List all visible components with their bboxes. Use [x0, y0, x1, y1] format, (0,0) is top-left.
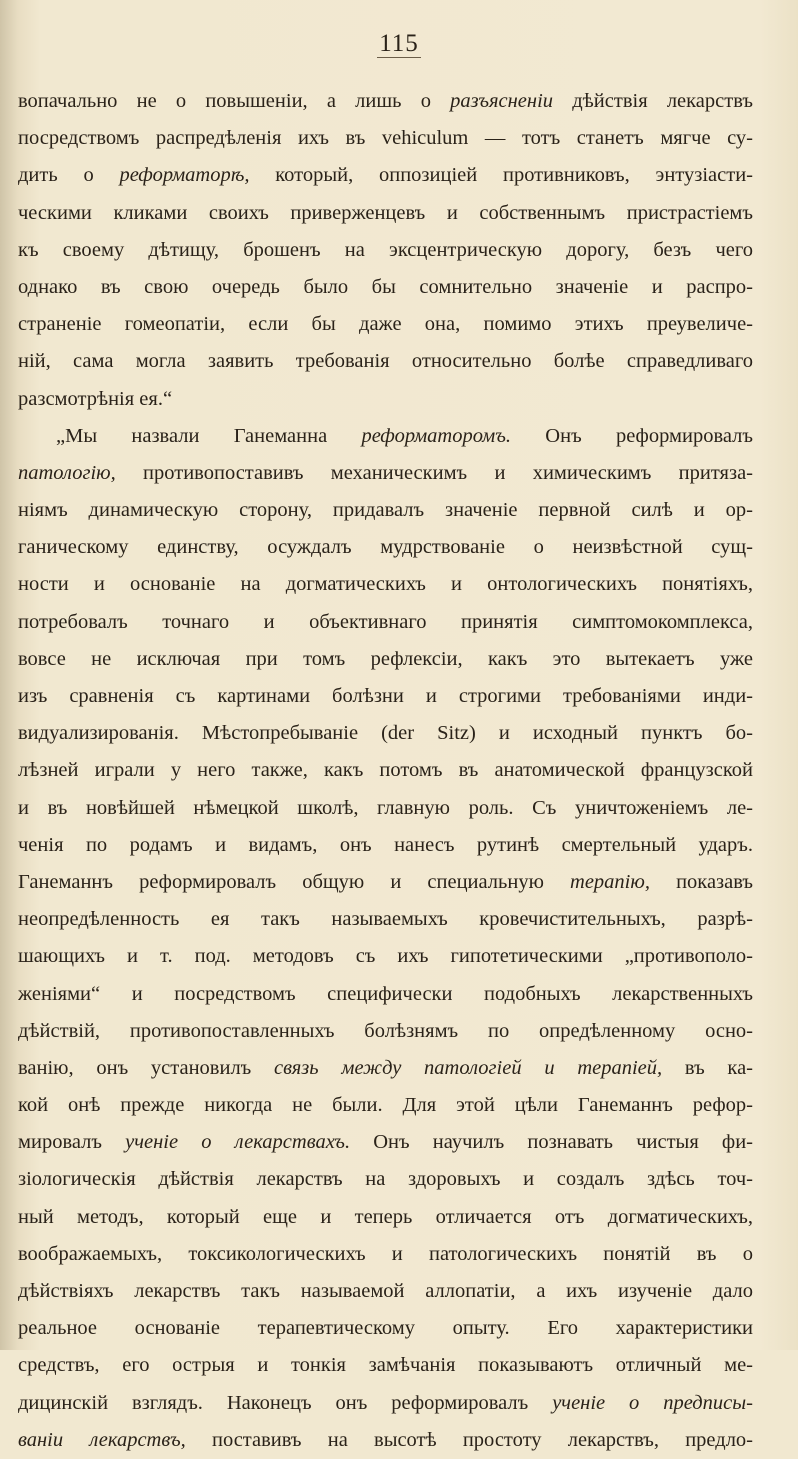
text-line: [18, 1087, 753, 1124]
text-segment: вопачально не о повышеніи, а лишь о: [18, 90, 451, 112]
text-line: [18, 157, 753, 194]
text-segment: изъ сравненія съ картинами болѣзни и строгими требованіями инди-: [18, 685, 753, 707]
text-line: [18, 381, 753, 418]
text-line: [18, 641, 753, 678]
text-segment: зіологическія дѣйствія лекарствъ на здоровыхъ и создалъ здѣсь точ-: [18, 1168, 753, 1191]
text-line: [18, 343, 753, 380]
text-line: [18, 752, 753, 789]
body-text: [18, 83, 753, 1459]
text-segment: поставивъ на высотѣ простоту лекарствъ, предло-: [185, 1428, 753, 1451]
text-line: [18, 195, 753, 232]
italic-phrase: разъясненіи: [450, 90, 554, 112]
text-line: [18, 566, 753, 603]
text-line: [18, 1013, 753, 1050]
text-segment: ный методъ, который еще и теперь отличается отъ догматическихъ,: [18, 1205, 753, 1228]
text-line: [18, 455, 753, 492]
text-line: [18, 715, 753, 752]
text-line: [18, 938, 753, 975]
italic-phrase: ваніи лекарствъ,: [18, 1428, 186, 1451]
text-segment: ченія по родамъ и видамъ, онъ нанесъ рутинѣ смертельный ударъ.: [18, 833, 753, 856]
text-segment: ній, сама могла заявить требованія относительно болѣе справедливаго: [18, 350, 753, 373]
text-segment: разсмотрѣнія ея.“: [18, 387, 173, 410]
text-segment: въ ка-: [662, 1056, 753, 1079]
text-line: [18, 790, 753, 827]
italic-phrase: ученіе о лекарствахъ.: [125, 1131, 351, 1154]
text-segment: лѣзней играли у него также, какъ потомъ въ анатомической французской: [18, 759, 753, 782]
text-segment: женіями“ и посредствомъ специфически подобныхъ лекарственныхъ: [18, 982, 753, 1005]
text-segment: потребовалъ точнаго и объективнаго принятія симптомокомплекса,: [18, 610, 753, 633]
text-line: [18, 976, 753, 1013]
text-line: [18, 1236, 753, 1273]
text-segment: показавъ: [649, 870, 753, 893]
text-line: [18, 827, 753, 864]
text-line: [18, 1199, 753, 1236]
text-line: [18, 306, 753, 343]
text-segment: мировалъ: [18, 1131, 126, 1154]
text-segment: къ своему дѣтищу, брошенъ на эксцентрическую дорогу, безъ чего: [18, 238, 753, 261]
text-segment: ванію, онъ установилъ: [18, 1056, 275, 1079]
text-line: [18, 232, 753, 269]
text-segment: ности и основаніе на догматическихъ и онтологическихъ понятіяхъ,: [18, 573, 753, 596]
text-line: [18, 418, 753, 455]
text-segment: Онъ реформировалъ: [511, 424, 753, 447]
text-line: [18, 604, 753, 641]
text-segment: шающихъ и т. под. методовъ съ ихъ гипотетическими „противополо-: [18, 945, 753, 968]
italic-phrase: терапію,: [570, 870, 650, 893]
text-segment: „Мы назвали Ганеманна: [56, 424, 362, 447]
text-segment: кой онѣ прежде никогда не были. Для этой цѣли Ганеманнъ рефор-: [18, 1094, 753, 1117]
text-line: [18, 1050, 753, 1087]
text-segment: дѣйствій, противопоставленныхъ болѣзнямъ по опредѣленному осно-: [18, 1019, 753, 1042]
text-segment: и въ новѣйшей нѣмецкой школѣ, главную роль. Съ уничтоженіемъ ле-: [18, 796, 753, 819]
text-segment: дѣйствіяхъ лекарствъ такъ называемой аллопатіи, а ихъ изученіе дало: [18, 1280, 753, 1302]
text-line: [18, 1422, 753, 1459]
text-segment: дить о: [18, 164, 120, 187]
text-line: [18, 1310, 753, 1347]
italic-phrase: реформаторомъ.: [361, 424, 512, 447]
text-segment: посредствомъ распредѣленія ихъ въ vehiculum — тотъ станетъ мягче су-: [18, 127, 753, 150]
text-segment: ніямъ динамическую сторону, придавалъ значеніе первной силѣ и ор-: [18, 499, 753, 522]
page-number: 115: [379, 30, 419, 57]
italic-phrase: ученіе о предписы-: [552, 1391, 753, 1414]
text-line: [18, 492, 753, 529]
italic-phrase: реформаторѣ,: [119, 164, 250, 187]
text-segment: ганическому единству, осуждалъ мудрствованіе о неизвѣстной сущ-: [18, 536, 753, 559]
text-line: [18, 678, 753, 715]
text-line: [18, 864, 753, 901]
italic-phrase: связь между патологіей и терапіей,: [274, 1056, 663, 1079]
text-line: [18, 901, 753, 938]
text-line: [18, 269, 753, 306]
text-segment: реальное основаніе терапевтическому опыту. Его характеристики: [18, 1317, 753, 1340]
text-line: [18, 1385, 753, 1422]
text-segment: однако въ свою очередь было бы сомнительно значеніе и распро-: [18, 275, 753, 298]
text-segment: средствъ, его острыя и тонкія замѣчанія показываютъ отличный ме-: [18, 1354, 753, 1377]
text-segment: противопоставивъ механическимъ и химическимъ притяза-: [115, 461, 753, 484]
text-segment: видуализированія. Мѣстопребываніе (der Sitz) и исходный пунктъ бо-: [18, 722, 753, 745]
text-segment: страненіе гомеопатіи, если бы даже она, помимо этихъ преувеличе-: [18, 313, 753, 336]
italic-phrase: патологію,: [18, 461, 116, 484]
text-line: [18, 529, 753, 566]
text-segment: Онъ научилъ познавать чистыя фи-: [350, 1131, 753, 1154]
text-segment: который, оппозиціей противниковъ, энтузіасти-: [249, 164, 753, 187]
text-line: [18, 120, 753, 157]
text-segment: вовсе не исключая при томъ рефлексіи, какъ это вытекаетъ уже: [18, 647, 753, 670]
text-line: [18, 1347, 753, 1384]
text-segment: Ганеманнъ реформировалъ общую и специальную: [18, 870, 571, 893]
text-line: [18, 1124, 753, 1161]
text-line: [18, 83, 753, 120]
text-line: [18, 1273, 753, 1310]
text-segment: ческими кликами своихъ приверженцевъ и собственнымъ пристрастіемъ: [18, 201, 753, 224]
text-segment: неопредѣленность ея такъ называемыхъ кровечистительныхъ, разрѣ-: [18, 908, 753, 931]
text-segment: дицинскій взглядъ. Наконецъ онъ реформировалъ: [18, 1391, 553, 1414]
text-line: [18, 1161, 753, 1198]
text-segment: воображаемыхъ, токсикологическихъ и патологическихъ понятій въ о: [18, 1242, 753, 1265]
text-segment: дѣйствія лекарствъ: [553, 90, 753, 112]
